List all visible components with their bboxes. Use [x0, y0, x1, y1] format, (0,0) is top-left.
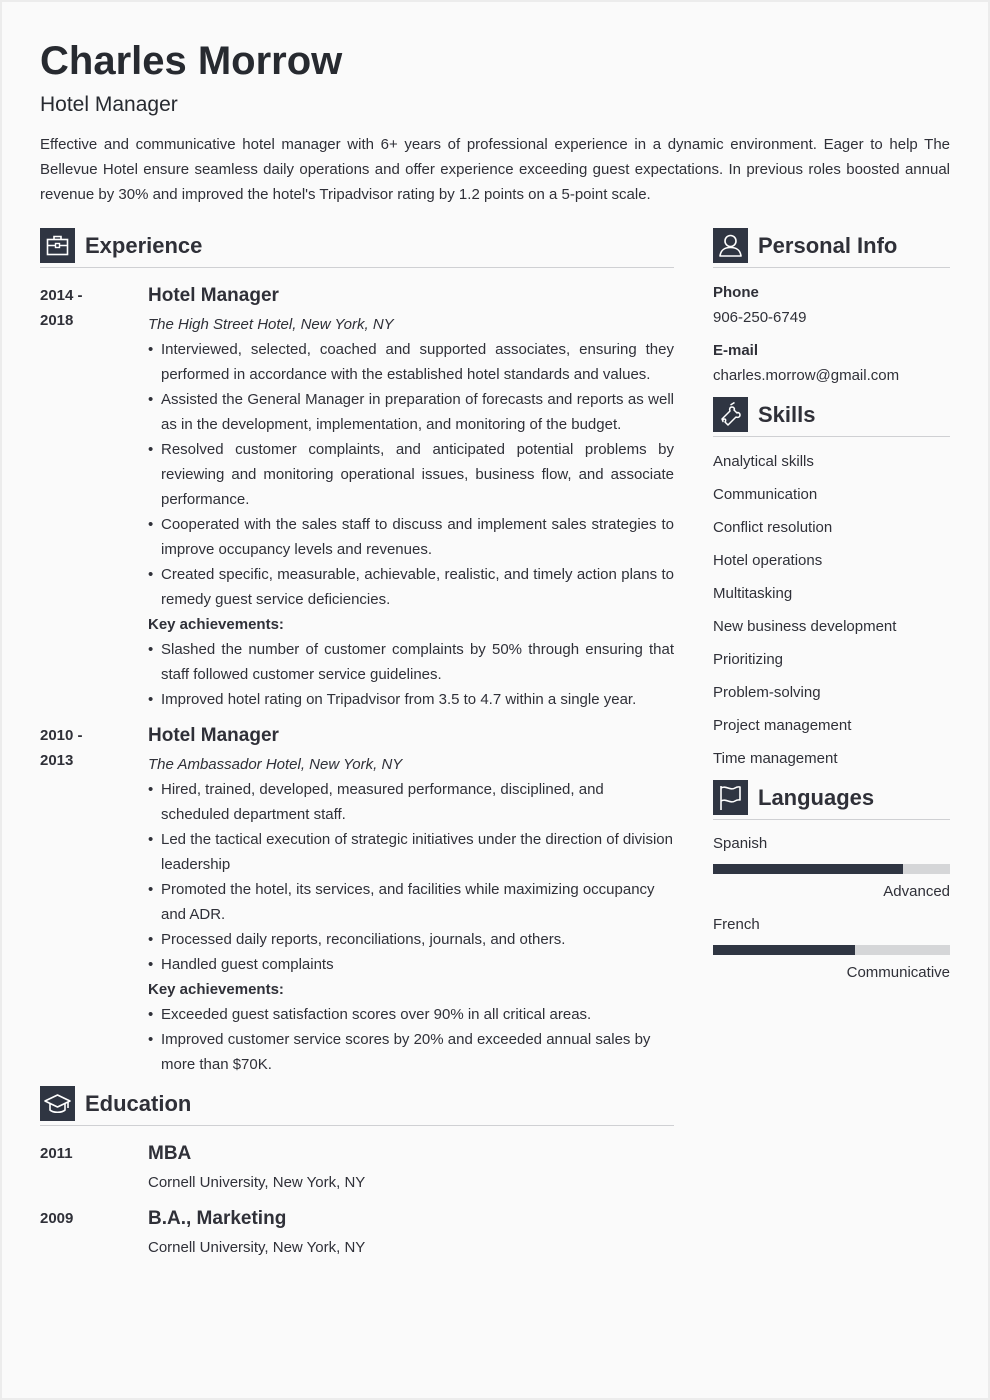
- list-item: • Hired, trained, developed, measured performance, disciplined, and scheduled department staff.: [148, 777, 674, 827]
- experience-dates: [40, 723, 110, 773]
- experience-section-header: [40, 228, 674, 268]
- email-value: charles.morrow@gmail.com: [713, 367, 900, 384]
- list-item: Prioritizing: [713, 651, 784, 668]
- personal-info-title: Personal Info: [758, 233, 898, 258]
- list-item: Conflict resolution: [713, 519, 833, 536]
- list-item: New business development: [713, 618, 897, 635]
- skills-list: [713, 445, 950, 775]
- date-start: 2014 -: [40, 287, 83, 304]
- puzzle-icon: [713, 397, 748, 432]
- flag-icon: [713, 780, 748, 815]
- list-item: • Assisted the General Manager in preparation of forecasts and reports as well as in the development, implementation, and monitoring of the budget.: [148, 387, 674, 437]
- education-details: [148, 1206, 674, 1260]
- list-item: • Improved hotel rating on Tripadvisor from 3.5 to 4.7 within a single year.: [148, 687, 674, 712]
- language-entry: [713, 912, 950, 985]
- list-item: • Slashed the number of customer complaints by 50% through ensuring that staff followed customer service guidelines.: [148, 637, 674, 687]
- skills-title: Skills: [758, 402, 816, 427]
- date-start: 2010 -: [40, 727, 83, 744]
- achievement-list: [148, 637, 674, 712]
- skills-section-header: [713, 397, 950, 437]
- list-item: Analytical skills: [713, 453, 814, 470]
- list-item: • Exceeded guest satisfaction scores over 90% in all critical areas.: [148, 1002, 674, 1027]
- list-item: • Promoted the hotel, its services, and facilities while maximizing occupancy and ADR.: [148, 877, 674, 927]
- school: Cornell University, New York, NY: [148, 1239, 366, 1256]
- languages-section-header: [713, 780, 950, 820]
- graduation-cap-icon: [40, 1086, 75, 1121]
- candidate-name: Charles Morrow: [40, 39, 343, 83]
- experience-details: [148, 723, 674, 1077]
- list-item: • Improved customer service scores by 20% and exceeded annual sales by more than $70K.: [148, 1027, 674, 1077]
- list-item: Communication: [713, 486, 818, 503]
- list-item: • Handled guest complaints: [148, 952, 674, 977]
- job-title: Hotel Manager: [148, 285, 279, 306]
- achievement-list: [148, 1002, 674, 1077]
- list-item: Hotel operations: [713, 552, 823, 569]
- education-year: 2011: [40, 1145, 73, 1162]
- email-label: E-mail: [713, 342, 759, 359]
- education-title: Education: [85, 1091, 192, 1116]
- briefcase-icon: [40, 228, 75, 263]
- education-details: [148, 1141, 674, 1195]
- education-year: 2009: [40, 1210, 74, 1227]
- phone-value: 906-250-6749: [713, 309, 807, 326]
- list-item: • Interviewed, selected, coached and supported associates, ensuring they performed in accordance with the established hotel standards and values.: [148, 337, 674, 387]
- list-item: Problem-solving: [713, 684, 821, 701]
- resume-page: [2, 2, 988, 1398]
- phone-label: Phone: [713, 284, 759, 301]
- school: Cornell University, New York, NY: [148, 1174, 366, 1191]
- experience-title: Experience: [85, 233, 203, 258]
- job-company: The High Street Hotel, New York, NY: [148, 316, 394, 333]
- language-entry: [713, 831, 950, 904]
- job-company: The Ambassador Hotel, New York, NY: [148, 756, 403, 773]
- languages-title: Languages: [758, 785, 875, 810]
- list-item: • Resolved customer complaints, and anticipated potential problems by reviewing and monitoring operational issues, business flow, and associate performance.: [148, 437, 674, 512]
- degree: B.A., Marketing: [148, 1208, 287, 1229]
- proficiency-bar: [713, 945, 950, 955]
- language-level: Advanced: [883, 883, 950, 900]
- education-section-header: [40, 1086, 674, 1126]
- candidate-role: Hotel Manager: [40, 93, 178, 116]
- list-item: • Created specific, measurable, achievable, realistic, and timely action plans to remedy guest service deficiencies.: [148, 562, 674, 612]
- personal-info: [713, 280, 950, 388]
- degree: MBA: [148, 1143, 192, 1164]
- responsibility-list: [148, 777, 674, 977]
- proficiency-fill: [713, 945, 855, 955]
- person-icon: [713, 228, 748, 263]
- language-level: Communicative: [846, 964, 950, 981]
- proficiency-fill: [713, 864, 903, 874]
- list-item: • Processed daily reports, reconciliations, journals, and others.: [148, 927, 674, 952]
- date-end: 2018: [40, 312, 74, 329]
- key-achievements-label: Key achievements:: [148, 616, 284, 633]
- personal-info-section-header: [713, 228, 950, 268]
- profile-summary: Effective and communicative hotel manager with 6+ years of professional experience in a dynamic environment. Eager to help The Bellevue Hotel ensure seamless daily operations and offer experience exceeding guest expectations. In previous roles boosted annual revenue by 30% and improved the hotel's Tripadvisor rating by 1.2 points on a 5-point scale.: [40, 136, 950, 203]
- list-item: Time management: [713, 750, 838, 767]
- job-title: Hotel Manager: [148, 725, 279, 746]
- language-name: French: [713, 916, 760, 933]
- experience-dates: [40, 283, 110, 333]
- list-item: Multitasking: [713, 585, 793, 602]
- list-item: Project management: [713, 717, 852, 734]
- language-name: Spanish: [713, 835, 768, 852]
- experience-details: [148, 283, 674, 712]
- proficiency-bar: [713, 864, 950, 874]
- date-end: 2013: [40, 752, 74, 769]
- list-item: • Led the tactical execution of strategic initiatives under the direction of division leadership: [148, 827, 674, 877]
- key-achievements-label: Key achievements:: [148, 981, 284, 998]
- list-item: • Cooperated with the sales staff to discuss and implement sales strategies to improve occupancy levels and revenues.: [148, 512, 674, 562]
- responsibility-list: [148, 337, 674, 612]
